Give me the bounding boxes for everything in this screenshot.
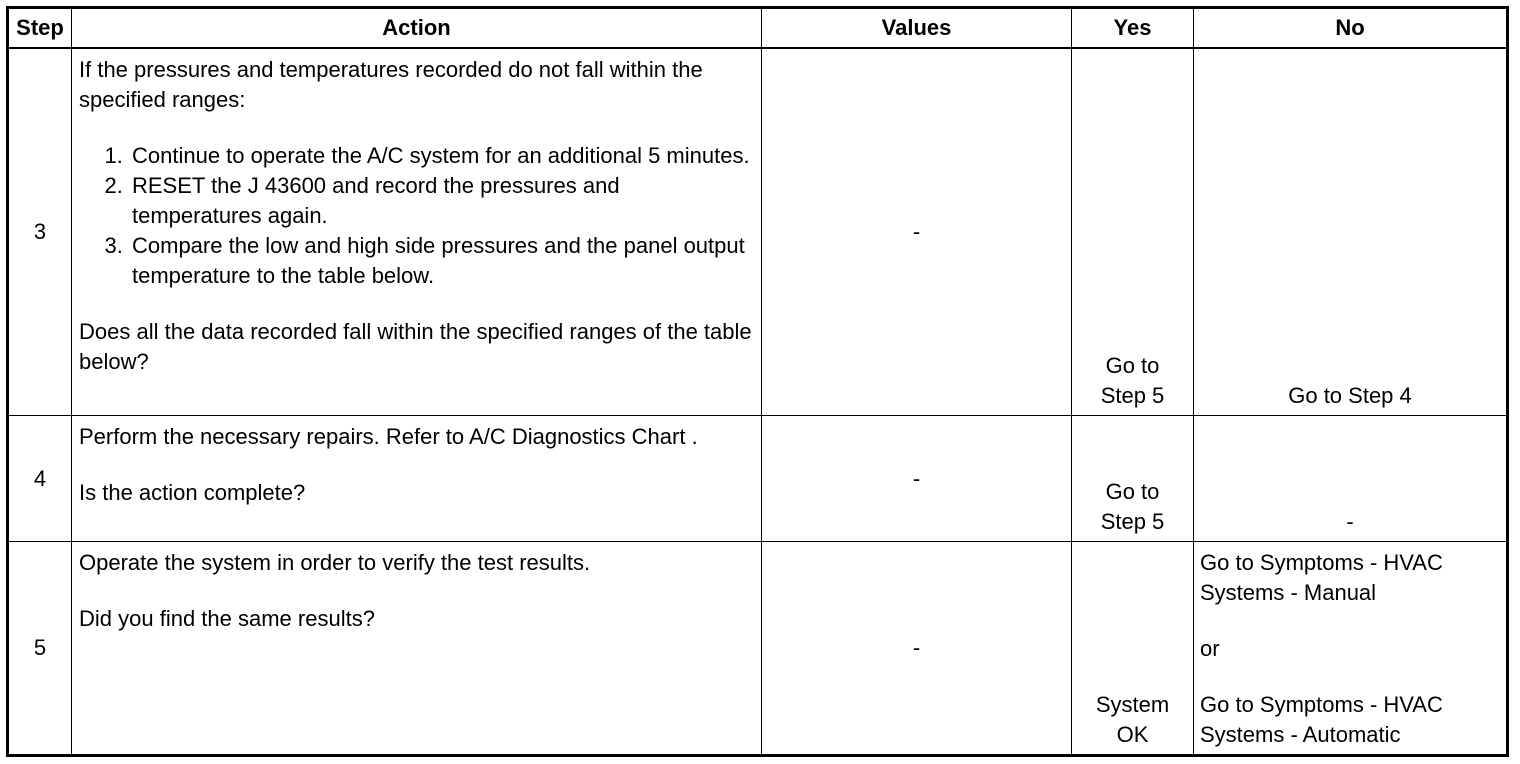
no-or-text: or: [1200, 636, 1220, 661]
header-yes: Yes: [1072, 8, 1194, 48]
header-values: Values: [762, 8, 1072, 48]
action-question: Did you find the same results?: [79, 606, 375, 631]
action-question: Does all the data recorded fall within the specified ranges of the table below?: [79, 318, 752, 374]
list-item: 3. Compare the low and high side pressures and the panel output temperature to the table below.: [129, 231, 755, 291]
yes-link-line1[interactable]: Go to: [1105, 353, 1160, 378]
table-row-step-3: [8, 48, 1508, 416]
yes-line2: OK: [1116, 722, 1149, 747]
step-number: 4: [8, 416, 72, 542]
no-link-hvac-automatic[interactable]: Go to Symptoms - HVAC Systems - Automatic: [1200, 692, 1443, 747]
diagnostic-table: [6, 6, 1509, 757]
action-cell: [72, 48, 762, 416]
no-link-hvac-manual[interactable]: Go to Symptoms - HVAC Systems - Manual: [1200, 550, 1443, 605]
header-action: Action: [72, 8, 762, 48]
values-cell: -: [762, 542, 1072, 756]
yes-link-line1[interactable]: Go to: [1105, 479, 1160, 504]
list-item: 2. RESET the J 43600 and record the pressures and temperatures again.: [129, 171, 755, 231]
action-steps-list: [79, 141, 755, 291]
yes-cell: [1072, 416, 1194, 542]
action-question: Is the action complete?: [79, 480, 306, 505]
header-no: No: [1194, 8, 1508, 48]
yes-link-line2[interactable]: Step 5: [1100, 383, 1165, 408]
no-cell: [1194, 48, 1508, 416]
header-row: [8, 8, 1508, 48]
yes-line1: System: [1095, 692, 1170, 717]
yes-cell: [1072, 48, 1194, 416]
no-cell: [1194, 542, 1508, 756]
header-step: Step: [8, 8, 72, 48]
table-row-step-4: [8, 416, 1508, 542]
action-intro: Operate the system in order to verify the test results.: [79, 550, 591, 575]
action-cell: [72, 416, 762, 542]
values-cell: -: [762, 416, 1072, 542]
step-number: 3: [8, 48, 72, 416]
step-number: 5: [8, 542, 72, 756]
yes-link-line2[interactable]: Step 5: [1100, 509, 1165, 534]
no-cell: -: [1194, 416, 1508, 542]
values-cell: -: [762, 48, 1072, 416]
action-intro: Perform the necessary repairs. Refer to A/C Diagnostics Chart .: [79, 424, 698, 449]
yes-cell: [1072, 542, 1194, 756]
no-link-go-to-step-4[interactable]: Go to Step 4: [1288, 383, 1412, 408]
action-cell: [72, 542, 762, 756]
table-row-step-5: [8, 542, 1508, 756]
list-item: 1. Continue to operate the A/C system for an additional 5 minutes.: [129, 141, 755, 171]
action-intro: If the pressures and temperatures recorded do not fall within the specified ranges:: [79, 56, 703, 112]
